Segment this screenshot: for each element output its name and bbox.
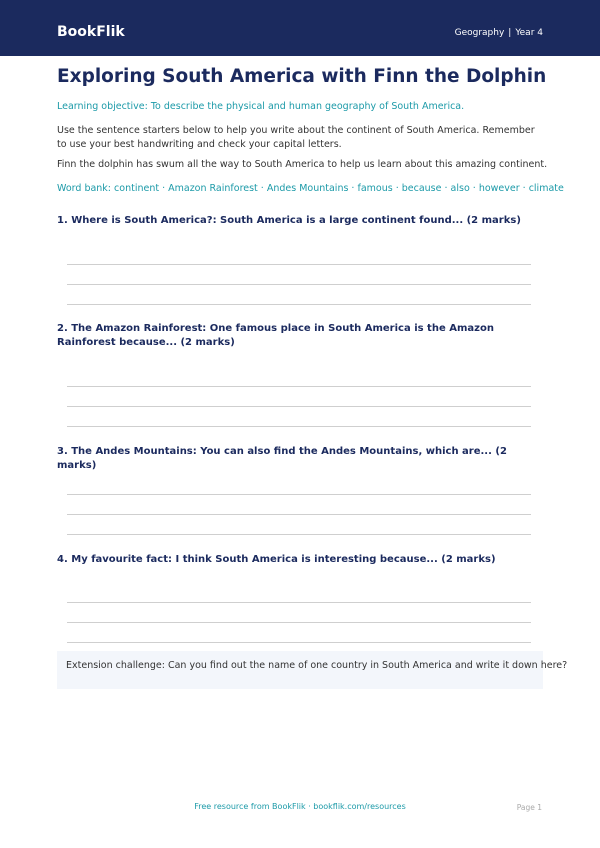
question-3: 3. The Andes Mountains: You can also find the Andes Mountains, which are... (2 marks) (57, 446, 507, 471)
instructions-text: Use the sentence starters below to help you write about the continent of South America. Remember to use your best handwriting and check your capital letters. (57, 125, 535, 150)
answer-line[interactable] (67, 304, 531, 305)
question-1: 1. Where is South America?: South America is a large continent found... (2 marks) (57, 215, 521, 226)
footer-resource-link[interactable]: Free resource from BookFlik · bookflik.com/resources (194, 802, 406, 811)
learning-objective: Learning objective: To describe the physical and human geography of South America. (57, 101, 465, 112)
extension-challenge-text: Extension challenge: Can you find out the name of one country in South America and write it down here? (66, 660, 568, 671)
answer-line[interactable] (67, 284, 531, 285)
question-2: 2. The Amazon Rainforest: One famous place in South America is the Amazon Rainforest because... (2 marks) (57, 323, 494, 348)
worksheet-title: Exploring South America with Finn the Dolphin (57, 66, 547, 87)
subject-year-label (455, 28, 543, 38)
brand-logo[interactable]: BookFlik (57, 24, 125, 40)
answer-line[interactable] (67, 426, 531, 427)
story-text: Finn the dolphin has swum all the way to South America to help us learn about this amazing continent. (57, 159, 548, 170)
separator: | (508, 28, 512, 38)
answer-line[interactable] (67, 494, 531, 495)
answer-line[interactable] (67, 622, 531, 623)
answer-line[interactable] (67, 534, 531, 535)
answer-line[interactable] (67, 602, 531, 603)
year-label: Year 4 (515, 28, 543, 38)
answer-line[interactable] (67, 386, 531, 387)
page-number: Page 1 (516, 803, 542, 812)
extension-challenge-box[interactable] (57, 651, 568, 689)
answer-line[interactable] (67, 514, 531, 515)
header-bar (0, 0, 600, 56)
answer-line[interactable] (67, 264, 531, 265)
subject-label: Geography (454, 28, 505, 38)
answer-line[interactable] (67, 406, 531, 407)
answer-line[interactable] (67, 642, 531, 643)
word-bank: Word bank: continent · Amazon Rainforest · Andes Mountains · famous · because · also · however · climate (57, 183, 564, 194)
question-4: 4. My favourite fact: I think South America is interesting because... (2 marks) (57, 554, 496, 565)
